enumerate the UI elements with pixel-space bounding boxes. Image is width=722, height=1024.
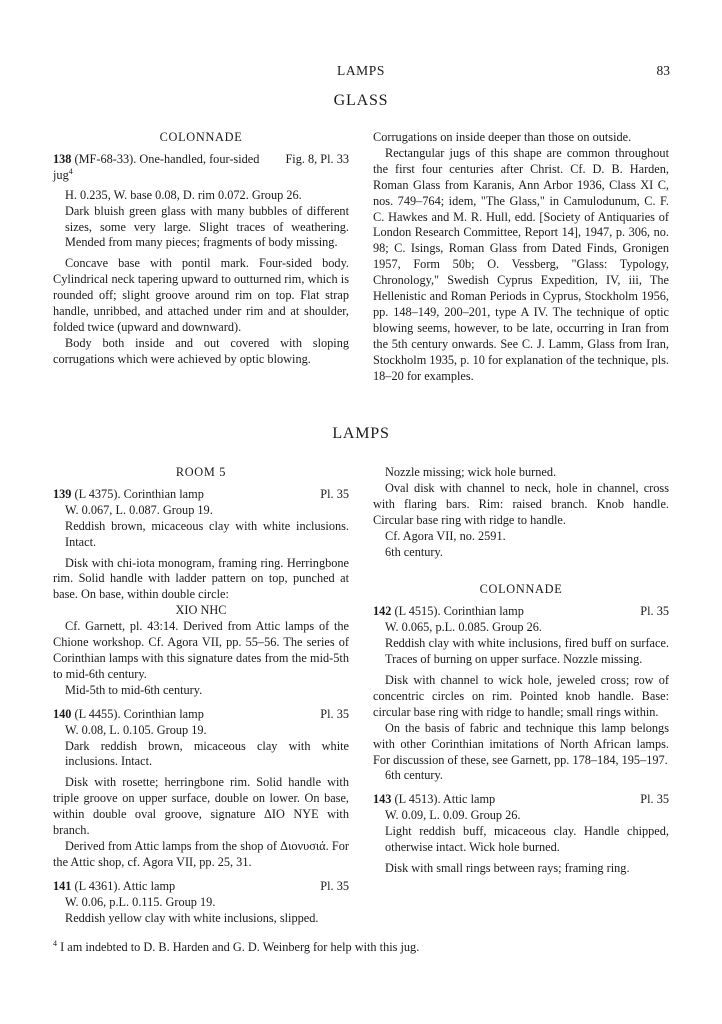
entry-condition: Dark reddish brown, micaceous clay with white inclusions. Intact. [65, 738, 349, 769]
entry-catalog: (L 4515). Corinthian lamp [394, 604, 524, 619]
entry-decoration-cont: Corrugations on inside deeper than those on outside. [373, 130, 632, 144]
entry-139-head [53, 487, 349, 503]
plate-ref: Pl. 35 [320, 706, 349, 721]
entry-data: W. 0.08, L. 0.105. Group 19. [65, 722, 207, 737]
entry-commentary: Cf. Agora VII, no. 2591. [385, 528, 506, 543]
entry-catalog: (MF-68-33). One-handled, four-sided jug [53, 151, 260, 182]
entry-number: 139 [53, 486, 72, 501]
subheading-colonnade-glass: COLONNADE [159, 130, 243, 144]
footnote-mark: 4 [68, 166, 73, 176]
glass-left-column [53, 130, 349, 368]
entry-number: 140 [53, 706, 72, 721]
entry-number: 142 [373, 604, 392, 619]
entry-number: 143 [373, 792, 392, 807]
entry-commentary: Derived from Attic lamps from the shop of Διονυσιά. For the Attic shop, cf. Agora VII, pp. 25, 31. [53, 838, 349, 869]
entry-140-head [53, 707, 349, 723]
entry-decoration: Body both inside and out covered with sloping corrugations which were achieved by optic blowing. [53, 335, 349, 366]
page-number: 83 [656, 63, 670, 78]
entry-condition: Reddish clay with white inclusions, fired buff on surface. Traces of burning on upper surface. Nozzle missing. [385, 636, 669, 667]
entry-data: H. 0.235, W. base 0.08, D. rim 0.072. Group 26. [65, 187, 302, 202]
entry-141-head [53, 879, 349, 895]
footnote-text: I am indebted to D. B. Harden and G. D. Weinberg for help with this jug. [60, 940, 420, 954]
entry-description: Disk with small rings between rays; framing ring. [385, 860, 630, 875]
subheading-colonnade-lamps: COLONNADE [479, 582, 563, 597]
entry-138-head [53, 152, 349, 184]
plate-ref: Pl. 35 [640, 792, 669, 807]
plate-ref: Fig. 8, Pl. 33 [285, 151, 349, 166]
entry-data: W. 0.067, L. 0.087. Group 19. [65, 502, 213, 517]
section-title-glass: GLASS [333, 92, 389, 109]
entry-description: Oval disk with channel to neck, hole in channel, cross with flaring bars. Rim: raised branch. Knob handle. Circular base ring with ridge to handle. [373, 480, 669, 527]
entry-condition: Light reddish buff, micaceous clay. Handle chipped, otherwise intact. Wick hole burned. [385, 824, 669, 855]
entry-data: W. 0.09, L. 0.09. Group 26. [385, 808, 521, 823]
entry-catalog: (L 4455). Corinthian lamp [74, 706, 204, 721]
entry-condition-cont: Nozzle missing; wick hole burned. [385, 465, 557, 479]
entry-143-head [373, 792, 669, 808]
entry-catalog: (L 4361). Attic lamp [74, 878, 176, 893]
plate-ref: Pl. 35 [320, 878, 349, 893]
entry-catalog: (L 4513). Attic lamp [394, 792, 496, 807]
entry-data: W. 0.065, p.L. 0.085. Group 26. [385, 620, 543, 635]
entry-number: 138 [53, 151, 72, 166]
entry-description: Disk with chi-iota monogram, framing ring. Herringbone rim. Solid handle with ladder pattern on top, punched at base. On base, within double circle: [53, 555, 349, 602]
entry-description: Disk with channel to wick hole, jeweled cross; row of concentric circles on rim. Pointed knob handle. Base: circular base ring with ridge to handle; small rings within. [373, 672, 669, 719]
lamps-right-column [373, 465, 669, 877]
entry-data: W. 0.06, p.L. 0.115. Group 19. [65, 894, 216, 909]
entry-date: Mid-5th to mid-6th century. [65, 682, 203, 697]
running-title: LAMPS [336, 63, 385, 78]
entry-142-head [373, 604, 669, 620]
entry-commentary: Rectangular jugs of this shape are common throughout the first four centuries after Christ. Cf. D. B. Harden, Roman Glass from Karanis, Ann Arbor 1936, Class XI C, nos. 749–764; idem, "The Glass," in Camulodunum, C. F. C. Hawkes and M. R. Hull, edd. [Society of Antiquaries of London Research Committee, Report 14], 1947, p. 306, no. 98; C. Isings, Roman Glass from Dated Finds, Gronigen 1957, Form 50b; O. Vessberg, "Glass: Typology, Chronology," Swedish Cyprus Expedition, IV, iii, The Hellenistic and Roman Periods in Cyprus, Stockholm 1956, pp. 148–149, 200–201, type A IV. The technique of optic blowing seems, however, to be late, occurring in Iran from the 5th century onwards. See C. J. Lamm, Glass from Iran, Stockholm 1935, p. 10 for explanation of the technique, pls. 18–20 for examples. [373, 145, 669, 383]
entry-inscription: XIO NHC [175, 603, 227, 618]
entry-catalog: (L 4375). Corinthian lamp [74, 486, 204, 501]
entry-number: 141 [53, 878, 72, 893]
plate-ref: Pl. 35 [320, 486, 349, 501]
footnote-mark: 4 [53, 938, 57, 948]
entry-date: 6th century. [385, 544, 443, 559]
entry-date: 6th century. [385, 768, 443, 783]
entry-description: Concave base with pontil mark. Four-sided body. Cylindrical neck tapering upward to outturned rim, which is rounded off; slight groove around rim on top. Flat strap handle, unribbed, and attached under rim and at shoulder, folded twice (upward and downward). [53, 256, 349, 334]
entry-condition: Reddish yellow clay with white inclusions, slipped. [65, 910, 319, 925]
entry-condition: Dark bluish green glass with many bubbles of different sizes, some very large. Slight traces of weathering. Mended from many pieces; fragments of body missing. [65, 203, 349, 250]
entry-description: Disk with rosette; herringbone rim. Solid handle with triple groove on upper surface, double on lower. On base, within double oval groove, signature ΔIO NYE with branch. [53, 775, 349, 838]
glass-right-column [373, 130, 669, 385]
section-title-lamps: LAMPS [332, 425, 390, 442]
plate-ref: Pl. 35 [640, 604, 669, 619]
lamps-left-column [53, 465, 349, 926]
footnote [53, 940, 673, 956]
subheading-room-5: ROOM 5 [175, 465, 227, 479]
entry-condition: Reddish brown, micaceous clay with white inclusions. Intact. [65, 518, 349, 549]
running-head [0, 63, 722, 83]
entry-commentary: Cf. Garnett, pl. 43:14. Derived from Attic lamps of the Chione workshop. Cf. Agora VII, pp. 55–56. The series of Corinthian lamps with this signature dates from the mid-5th to mid-6th century. [53, 619, 349, 681]
entry-commentary: On the basis of fabric and technique this lamp belongs with other Corinthian imitations of North African lamps. For discussion of these, see Garnett, pp. 178–184, 195–197. [373, 720, 669, 767]
